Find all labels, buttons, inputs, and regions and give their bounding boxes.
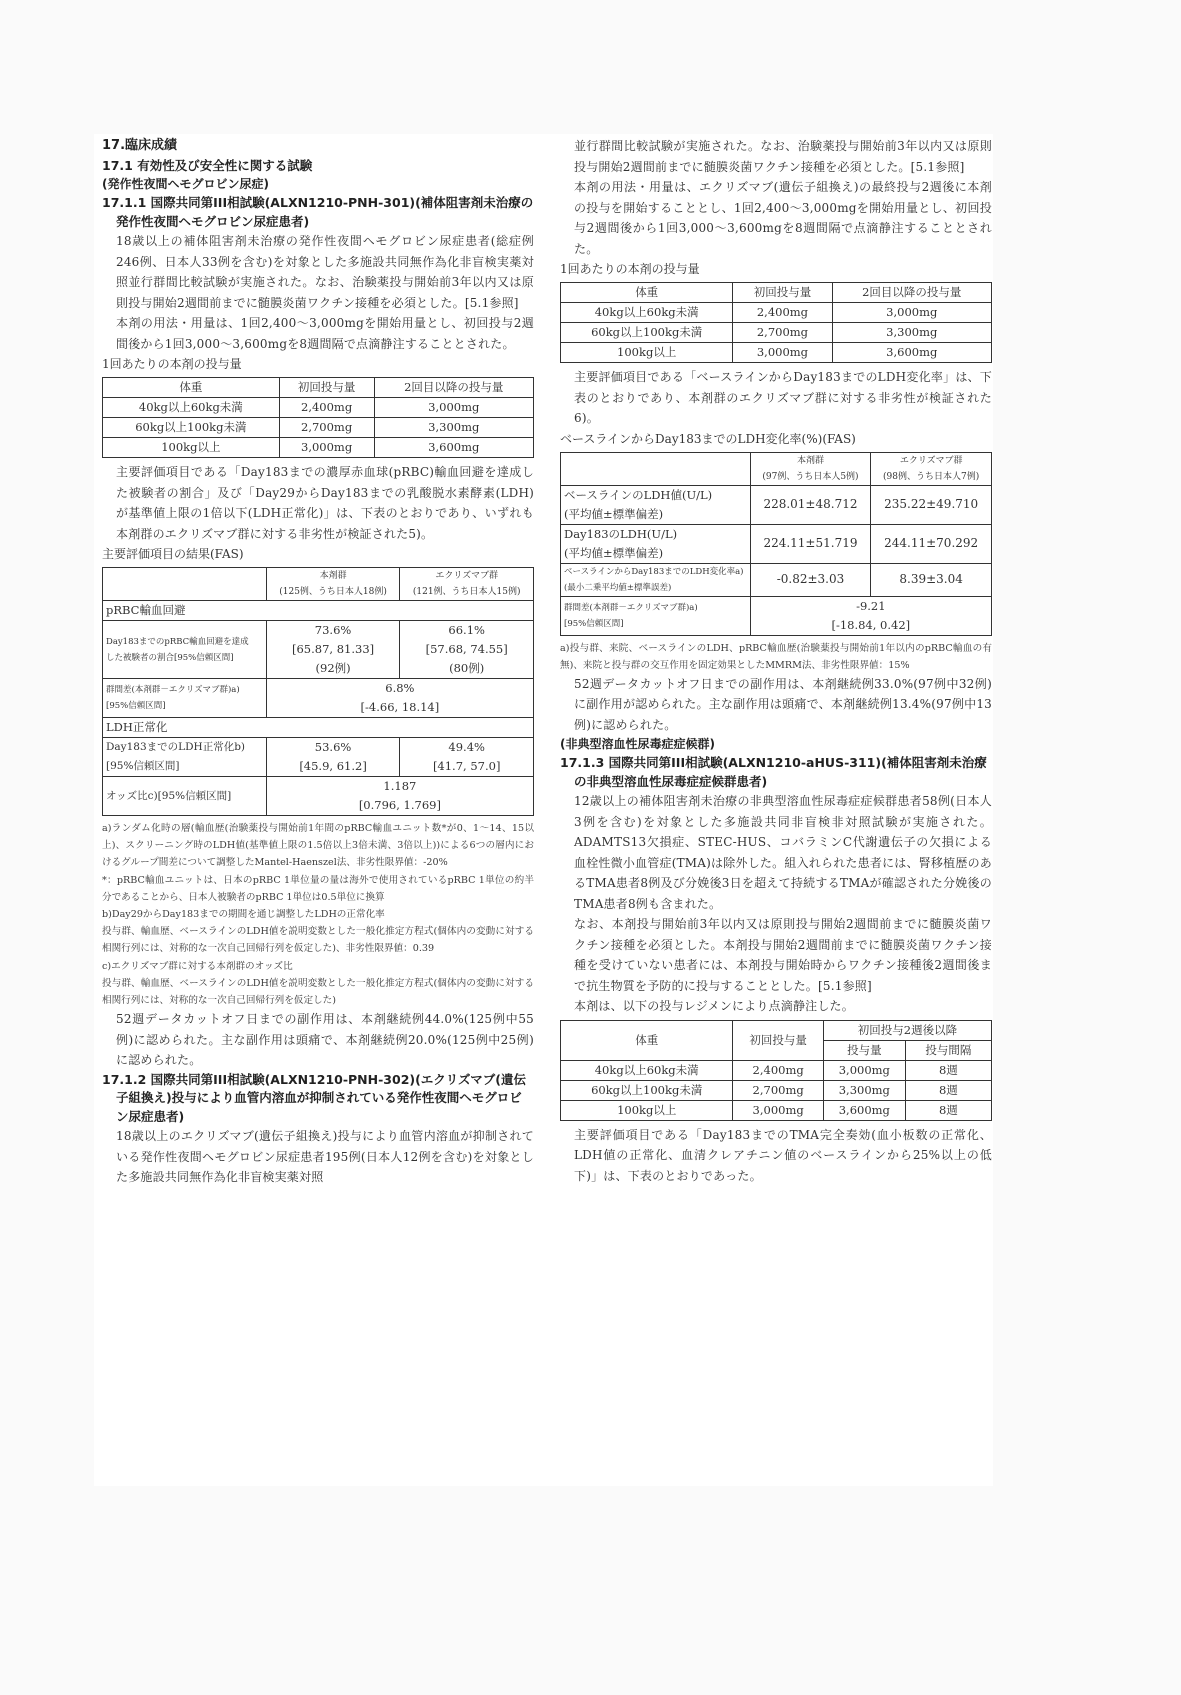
table-cell: 3,300mg: [832, 323, 991, 343]
table-cell: 235.22±49.710: [871, 485, 992, 524]
table-cell: 244.11±70.292: [871, 524, 992, 563]
cell-line: 49.4%: [448, 740, 485, 754]
table-header: 体重: [561, 283, 733, 303]
header-group-name: 本剤群: [319, 571, 347, 581]
row-label-line: [95%信頼区間]: [106, 701, 166, 711]
table-row: [103, 398, 534, 418]
study3-paragraph-regimen: 本剤は、以下の投与レジメンにより点滴静注した。: [574, 999, 854, 1014]
table-header-empty: [103, 568, 267, 601]
header-group-count: (121例、うち日本人15例): [412, 587, 521, 597]
table-row-label: [103, 738, 267, 777]
table-cell: 2,700mg: [733, 323, 832, 343]
table-row: [561, 524, 992, 563]
table-cell: 3,000mg: [733, 1100, 824, 1120]
row-label-line: [95%信頼区間]: [106, 760, 180, 772]
table-cell: [266, 738, 400, 777]
regimen-table: [560, 1020, 992, 1121]
table-header: [400, 568, 534, 601]
study1-paragraph-dosage: 本剤の用法・用量は、1回2,400～3,000mgを開始用量とし、初回投与2週間後から1回3,000～3,600mgを8週間隔で点滴静注することとされた。: [116, 316, 534, 351]
table-cell: 3,600mg: [374, 438, 533, 458]
cell-line: (80例): [449, 661, 485, 675]
table-header: 初回投与量: [279, 378, 374, 398]
study2-paragraph-endpoint: 主要評価項目である「ベースラインからDay183までのLDH変化率」は、下表のとおりであり、本剤群のエクリズマブ群に対する非劣性が検証された6)。: [574, 370, 992, 425]
table-row: [103, 738, 534, 777]
study-heading-pnh-302: 17.1.2 国際共同第III相試験(ALXN1210-PNH-302)(エクリズマブ(遺伝子組換え)投与により血管内溶血が抑制されている発作性夜間ヘモグロビン尿症患者): [102, 1071, 527, 1124]
table-section-label: pRBC輸血回避: [103, 601, 534, 621]
table-cell: [266, 621, 400, 679]
table-row: [561, 323, 992, 343]
cell-line: 66.1%: [448, 623, 485, 637]
table-cell: 3,000mg: [374, 398, 533, 418]
study3-paragraph-design: 12歳以上の補体阻害剤未治療の非典型溶血性尿毒症症候群患者58例(日本人3例を含む)を対象とした多施設共同非盲検非対照試験が実施された。ADAMTS13欠損症、STEC-HUS、コバラミンC代謝遺伝子の欠損による血栓性微小血管症(TMA)は除外した。組入れられた患者には、腎移植歴のあるTMA患者8例及び分娩後3日を超えて持続するTMAが確認された分娩後のTMA患者8例も含まれた。: [574, 794, 992, 911]
table-cell: 3,300mg: [823, 1080, 905, 1100]
table-cell: 224.11±51.719: [750, 524, 871, 563]
cell-line: [-4.66, 18.14]: [360, 700, 440, 714]
table-cell: 60kg以上100kg未満: [561, 1080, 733, 1100]
table-cell: 2,700mg: [279, 418, 374, 438]
table-cell: 3,300mg: [374, 418, 533, 438]
table-cell: 8週: [905, 1060, 991, 1080]
table-cell: 228.01±48.712: [750, 485, 871, 524]
header-group-count: (98例、うち日本人7例): [883, 471, 980, 482]
footnote-a: a)ランダム化時の層(輸血歴(治験薬投与開始前1年間のpRBC輸血ユニット数*が0、1～14、15以上)、スクリーニング時のLDH値(基準値上限の1.5倍以上3倍未満、3倍以上))による6つの層内におけるグループ間差について調整したMantel-Haenszel法、非劣性限界値：-20%: [102, 823, 534, 869]
table-row: [103, 438, 534, 458]
table-header: [871, 452, 992, 485]
table-cell: 60kg以上100kg未満: [561, 323, 733, 343]
table-cell: [750, 596, 991, 635]
table-cell: [266, 777, 533, 816]
left-column: [102, 136, 534, 1188]
table-cell: 3,600mg: [823, 1100, 905, 1120]
cell-line: 1.187: [383, 779, 417, 793]
table-cell: 2,400mg: [733, 1060, 824, 1080]
table-cell: 40kg以上60kg未満: [103, 398, 280, 418]
row-label-line: (平均値±標準偏差): [564, 506, 664, 521]
footnote-a: a)投与群、来院、ベースラインのLDH、pRBC輸血歴(治験薬投与開始前1年以内のpRBC輸血の有無)、来院と投与群の交互作用を固定効果としたMMRM法、非劣性限界値：15%: [560, 642, 992, 671]
table-row-label: [561, 563, 751, 596]
table-cell: 3,000mg: [823, 1060, 905, 1080]
cell-line: [-18.84, 0.42]: [831, 617, 911, 632]
table-header: 体重: [561, 1020, 733, 1060]
row-label-line: 群間差(本剤群－エクリズマブ群)a): [106, 685, 240, 695]
results-table-caption: 主要評価項目の結果(FAS): [102, 547, 244, 561]
study-heading-pnh-301: 17.1.1 国際共同第III相試験(ALXN1210-PNH-301)(補体阻害剤未治療の発作性夜間ヘモグロビン尿症患者): [102, 195, 534, 229]
row-label-line: [95%信頼区間]: [564, 618, 624, 629]
category-heading-ahus: (非典型溶血性尿毒症症候群): [560, 737, 715, 752]
row-label-line: した被験者の割合[95%信頼区間]: [106, 652, 234, 663]
footnote-asterisk: *：pRBC輸血ユニットは、日本のpRBC 1単位量の量は海外で使用されているpRBC 1単位の約半分であることから、日本人被験者のpRBC 1単位は0.5単位に換算: [102, 874, 534, 903]
cell-line: [41.7, 57.0]: [432, 759, 501, 773]
table-header: [750, 452, 871, 485]
section-title: 17.臨床成績: [102, 138, 178, 153]
table-cell: 8週: [905, 1100, 991, 1120]
study-heading-ahus-311: 17.1.3 国際共同第III相試験(ALXN1210-aHUS-311)(補体阻害剤未治療の非典型溶血性尿毒症症候群患者): [560, 755, 987, 789]
study1-paragraph-adverse: 52週データカットオフ日までの副作用は、本剤継続例44.0%(125例中55例)に認められた。主な副作用は頭痛で、本剤継続例20.0%(125例中25例)に認められた。: [116, 1012, 534, 1068]
table-cell: 8.39±3.04: [871, 563, 992, 596]
table-cell: 100kg以上: [561, 343, 733, 363]
header-group-name: 本剤群: [796, 455, 824, 466]
results-table-study1: [102, 567, 534, 816]
row-label-line: Day183までのLDH正常化b): [106, 741, 246, 753]
table-row: [561, 303, 992, 323]
row-label-line: Day183のLDH(U/L): [564, 526, 678, 541]
row-label-line: ベースラインのLDH値(U/L): [564, 487, 713, 502]
dose-table-study1: [102, 377, 534, 458]
table-cell: 100kg以上: [561, 1100, 733, 1120]
study2-paragraph-design-cont: 並行群間比較試験が実施された。なお、治験薬投与開始前3年以内又は原則投与開始2週間前までに髄膜炎菌ワクチン接種を必須とした。[5.1参照]: [574, 139, 992, 174]
table-cell: 60kg以上100kg未満: [103, 418, 280, 438]
row-label-line: (最小二乗平均値±標準誤差): [564, 582, 672, 593]
study2-paragraph-design: 18歳以上のエクリズマブ(遺伝子組換え)投与により血管内溶血が抑制されている発作性夜間ヘモグロビン尿症患者195例(日本人12例を含む)を対象とした多施設共同無作為化非盲検実薬対照: [116, 1129, 534, 1185]
table-cell: 3,600mg: [832, 343, 991, 363]
table-cell: 3,000mg: [733, 343, 832, 363]
table-cell: 8週: [905, 1080, 991, 1100]
table-header: 初回投与量: [733, 283, 832, 303]
table-header: 体重: [103, 378, 280, 398]
cell-line: 73.6%: [314, 623, 352, 637]
study1-paragraph-design: 18歳以上の補体阻害剤未治療の発作性夜間ヘモグロビン尿症患者(総症例246例、日本人33例を含む)を対象とした多施設共同無作為化非盲検実薬対照並行群間比較試験が実施された。なお、治験薬投与開始前3年以内又は原則投与開始2週間前までに髄膜炎菌ワクチン接種を必須とした。[5.1参照]: [116, 234, 534, 310]
study1-paragraph-endpoints: 主要評価項目である「Day183までの濃厚赤血球(pRBC)輸血回避を達成した被験者の割合」及び「Day29からDay183までの乳酸脱水素酵素(LDH)が基準値上限の1倍以下(LDH正常化)」は、下表のとおりであり、いずれも本剤群のエクリズマブ群に対する非劣性が検証された5)。: [116, 465, 534, 541]
table-cell: 2,400mg: [733, 303, 832, 323]
row-label-line: ベースラインからDay183までのLDH変化率a): [564, 566, 744, 577]
footnote-c: c)エクリズマブ群に対する本剤群のオッズ比: [102, 960, 293, 972]
table-row: [561, 485, 992, 524]
table-row: [561, 1100, 992, 1120]
table-row: [103, 621, 534, 679]
header-group-count: (97例、うち日本人5例): [762, 471, 859, 482]
study2-paragraph-dosage: 本剤の用法・用量は、エクリズマブ(遺伝子組換え)の最終投与2週後に本剤の投与を開始することとし、1回2,400～3,000mgを開始用量とし、初回投与2週間後から1回3,000～3,600mgを8週間隔で点滴静注することとされた。: [574, 180, 992, 256]
footnote-b-detail: 投与群、輸血歴、ベースラインのLDH値を説明変数とした一般化推定方程式(個体内の変動に対する相関行列には、対称的な一次自己回帰行列を仮定した)、非劣性限界値：0.39: [102, 926, 534, 955]
study2-paragraph-adverse: 52週データカットオフ日までの副作用は、本剤継続例33.0%(97例中32例)に副作用が認められた。主な副作用は頭痛で、本剤継続例13.4%(97例中13例)に認められた。: [574, 676, 992, 732]
table-row: [103, 679, 534, 718]
header-group-count: (125例、うち日本人18例): [279, 587, 387, 597]
cell-line: (92例): [315, 661, 351, 675]
table-cell: 3,000mg: [279, 438, 374, 458]
table-row-label: [103, 679, 267, 718]
table-cell: [266, 679, 533, 718]
dose-table-caption: 1回あたりの本剤の投与量: [560, 262, 700, 276]
dose-table-study2: [560, 282, 992, 363]
table-row-label: [103, 621, 267, 679]
table-row: [561, 1080, 992, 1100]
table-row-label: [561, 596, 751, 635]
table-cell: 100kg以上: [103, 438, 280, 458]
cell-line: 6.8%: [385, 681, 415, 695]
cell-line: [0.796, 1.769]: [358, 798, 441, 812]
table-row: [103, 777, 534, 816]
cell-line: -9.21: [856, 598, 886, 613]
row-label-line: (平均値±標準偏差): [564, 545, 664, 560]
table-cell: 40kg以上60kg未満: [561, 303, 733, 323]
footnote-c-detail: 投与群、輸血歴、ベースラインのLDH値を説明変数とした一般化推定方程式(個体内の変動に対する相関行列には、対称的な一次自己回帰行列を仮定した): [102, 977, 534, 1007]
header-group-name: エクリズマブ群: [435, 571, 498, 581]
table-header: 初回投与2週後以降: [823, 1020, 991, 1040]
table-header-empty: [561, 452, 751, 485]
table-row: [561, 343, 992, 363]
table-cell: 3,000mg: [832, 303, 991, 323]
table-row-label: [561, 524, 751, 563]
header-group-name: エクリズマブ群: [899, 455, 963, 466]
table-cell: 2,400mg: [279, 398, 374, 418]
table-row: [561, 563, 992, 596]
cell-line: [65.87, 81.33]: [292, 642, 375, 656]
table-cell: 40kg以上60kg未満: [561, 1060, 733, 1080]
table-header: 2回目以降の投与量: [832, 283, 991, 303]
right-column: [560, 136, 992, 1186]
dose-table-caption: 1回あたりの本剤の投与量: [102, 357, 242, 371]
table-header: 初回投与量: [733, 1020, 824, 1060]
table-header: 投与量: [823, 1040, 905, 1060]
table-header: [266, 568, 400, 601]
table-section-label: LDH正常化: [103, 718, 534, 738]
ldh-change-table: [560, 452, 992, 636]
row-label-line: Day183までのpRBC輸血回避を達成: [106, 636, 249, 647]
subsection-title: 17.1 有効性及び安全性に関する試験: [102, 158, 313, 173]
cell-line: [57.68, 74.55]: [425, 642, 508, 656]
table-row: [103, 418, 534, 438]
study3-paragraph-endpoint: 主要評価項目である「Day183までのTMA完全奏効(血小板数の正常化、LDH値の正常化、血清クレアチニン値のベースラインから25%以上の低下)」は、下表のとおりであった。: [574, 1127, 992, 1183]
table-row: [561, 1060, 992, 1080]
table-row-label: オッズ比c)[95%信頼区間]: [103, 777, 267, 816]
table-row: [561, 596, 992, 635]
table-cell: -0.82±3.03: [750, 563, 871, 596]
study3-paragraph-vaccine: なお、本剤投与開始前3年以内又は原則投与開始2週間前までに髄膜炎菌ワクチン接種を必須とした。本剤投与開始2週間前までに髄膜炎菌ワクチン接種を受けていない患者には、本剤投与開始時からワクチン接種後2週間後まで抗生物質を予防的に投与することとした。[5.1参照]: [574, 917, 992, 993]
table-header: 2回目以降の投与量: [374, 378, 533, 398]
table-header: 投与間隔: [905, 1040, 991, 1060]
footnote-b: b)Day29からDay183までの期間を通じ調整したLDHの正常化率: [102, 909, 385, 921]
category-heading-pnh: (発作性夜間ヘモグロビン尿症): [102, 177, 269, 191]
ldh-table-caption: ベースラインからDay183までのLDH変化率(%)(FAS): [560, 431, 856, 446]
cell-line: [45.9, 61.2]: [299, 759, 367, 773]
row-label-line: 群間差(本剤群－エクリズマブ群)a): [564, 602, 698, 613]
table-row-label: [561, 485, 751, 524]
table-cell: [400, 738, 534, 777]
cell-line: 53.6%: [314, 740, 352, 754]
table-cell: 2,700mg: [733, 1080, 824, 1100]
document-page: [94, 134, 993, 1486]
table-cell: [400, 621, 534, 679]
